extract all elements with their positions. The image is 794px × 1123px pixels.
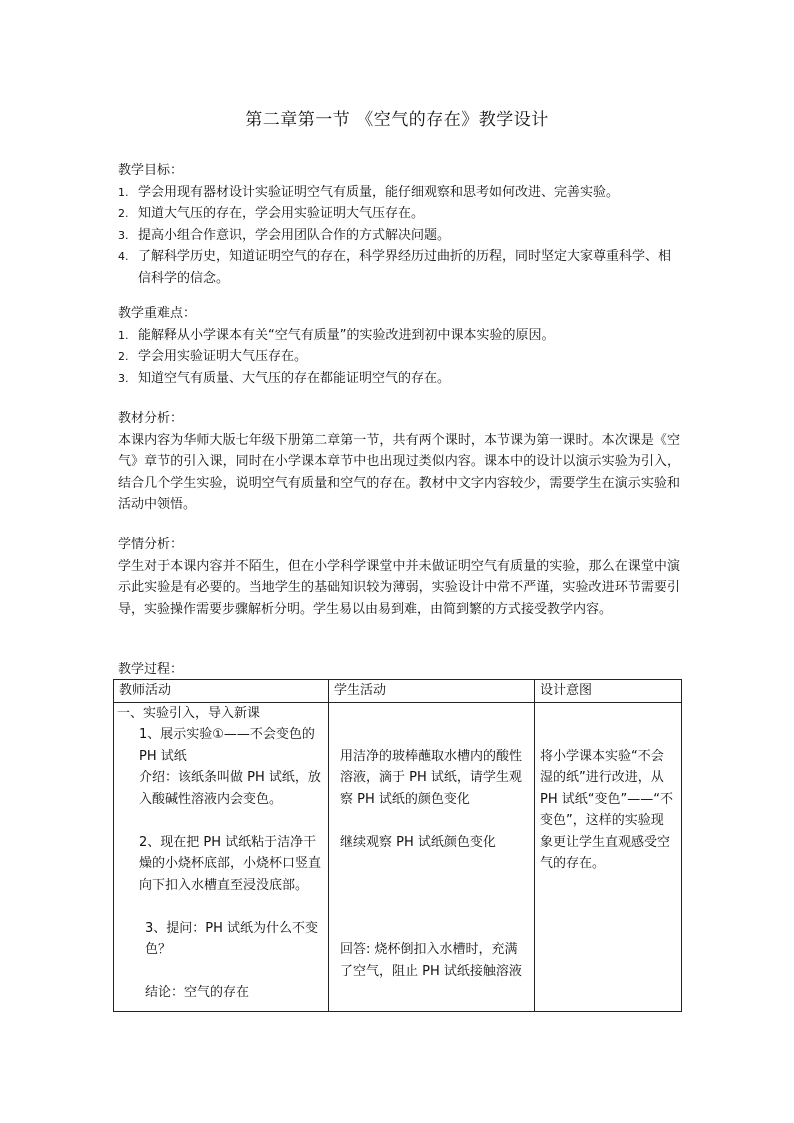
item-number: 2. — [118, 350, 129, 363]
item-number: 1. — [118, 185, 129, 199]
objectives-list — [118, 182, 680, 290]
list-item — [118, 368, 680, 390]
textbook-analysis-text: 本课内容为华师大版七年级下册第二章第一节，共有两个课时，本节课为第一课时。本次课是《空气》章节的引入课，同时在小学课本章节中也出现过类似内容。课本中的设计以演示实验为引入，结合几个学生实验，说明空气有质量和空气的存在。教材中文字内容较少，需要学生在演示实验和活动中领悟。 — [118, 432, 680, 512]
teacher-step2: 2、现在把 PH 试纸粘于洁净干燥的小烧杯底部，小烧杯口竖直向下扣入水槽直至浸没底部。 — [139, 834, 322, 893]
list-item — [118, 246, 680, 289]
item-number: 1. — [118, 328, 129, 342]
header-design: 设计意图 — [535, 680, 682, 703]
teacher-cell — [114, 702, 329, 1011]
list-item — [118, 325, 680, 347]
design-cell — [535, 702, 682, 1011]
item-text: 能解释从小学课本有关“空气有质量”的实验改进到初中课本实验的原因。 — [138, 327, 555, 343]
teacher-step3: 3、提问：PH 试纸为什么不变色？ — [145, 920, 319, 957]
table-row — [114, 702, 682, 1011]
process-section — [118, 659, 680, 681]
item-number: 2. — [118, 207, 129, 220]
table-header-row — [114, 680, 682, 703]
student-analysis-section — [118, 534, 680, 620]
header-teacher: 教师活动 — [114, 680, 329, 703]
item-number: 4. — [118, 250, 129, 263]
list-item — [118, 225, 680, 247]
item-text: 了解科学历史，知道证明空气的存在，科学界经历过曲折的历程，同时坚定大家尊重科学、相信科学的信念。 — [138, 249, 672, 286]
page-title: 第二章第一节 《空气的存在》教学设计 — [245, 110, 549, 130]
teacher-conclusion: 结论：空气的存在 — [145, 985, 250, 1000]
list-item — [118, 182, 680, 204]
key-points-list — [118, 325, 680, 390]
process-table — [113, 679, 682, 1012]
item-text: 知道空气有质量、大气压的存在都能证明空气的存在。 — [138, 370, 451, 386]
item-text: 学会用现有器材设计实验证明空气有质量，能仔细观察和思考如何改进、完善实验。 — [138, 184, 620, 200]
student-activity-2: 继续观察 PH 试纸颜色变化 — [340, 834, 496, 850]
textbook-analysis-heading: 教材分析： — [118, 411, 184, 426]
teacher-step1: 1、展示实验①——不会变色的 PH 试纸 — [139, 727, 315, 764]
design-intent: 将小学课本实验“不会湿的纸”进行改进，从 PH 试纸“变色”——“不变色”，这样的实验现象更让学生直观感受空气的存在。 — [540, 748, 673, 871]
student-analysis-heading: 学情分析： — [118, 537, 184, 552]
key-points-heading: 教学重难点： — [118, 306, 197, 321]
item-number: 3. — [118, 371, 129, 385]
student-analysis-text: 学生对于本课内容并不陌生，但在小学科学课堂中并未做证明空气有质量的实验，那么在课堂中演示此实验是有必要的。当地学生的基础知识较为薄弱，实验设计中常不严谨，实验改进环节需要引导，实验操作需要步骤解析分明。学生易以由易到难，由简到繁的方式接受教学内容。 — [118, 558, 680, 617]
student-cell — [329, 702, 535, 1011]
item-text: 提高小组合作意识，学会用团队合作的方式解决问题。 — [138, 227, 451, 243]
student-activity-1: 用洁净的玻棒蘸取水槽内的酸性溶液，滴于 PH 试纸，请学生观察 PH 试纸的颜色变化 — [340, 748, 523, 807]
item-text: 学会用实验证明大气压存在。 — [138, 349, 308, 364]
textbook-analysis-section — [118, 408, 680, 516]
objectives-heading: 教学目标： — [118, 163, 184, 178]
student-activity-3: 回答: 烧杯倒扣入水槽时，充满了空气，阻止 PH 试纸接触溶液 — [340, 942, 522, 979]
item-text: 知道大气压的存在，学会用实验证明大气压存在。 — [138, 206, 425, 221]
list-item — [118, 346, 680, 368]
objectives-section — [118, 160, 680, 289]
teacher-section: 一、实验引入，导入新课 — [117, 705, 261, 721]
list-item — [118, 203, 680, 225]
key-points-section — [118, 303, 680, 389]
item-number: 3. — [118, 228, 129, 242]
header-student: 学生活动 — [329, 680, 535, 703]
teacher-intro: 介绍：该纸条叫做 PH 试纸，放入酸碱性溶液内会变色。 — [139, 770, 321, 807]
process-heading: 教学过程： — [118, 662, 184, 677]
